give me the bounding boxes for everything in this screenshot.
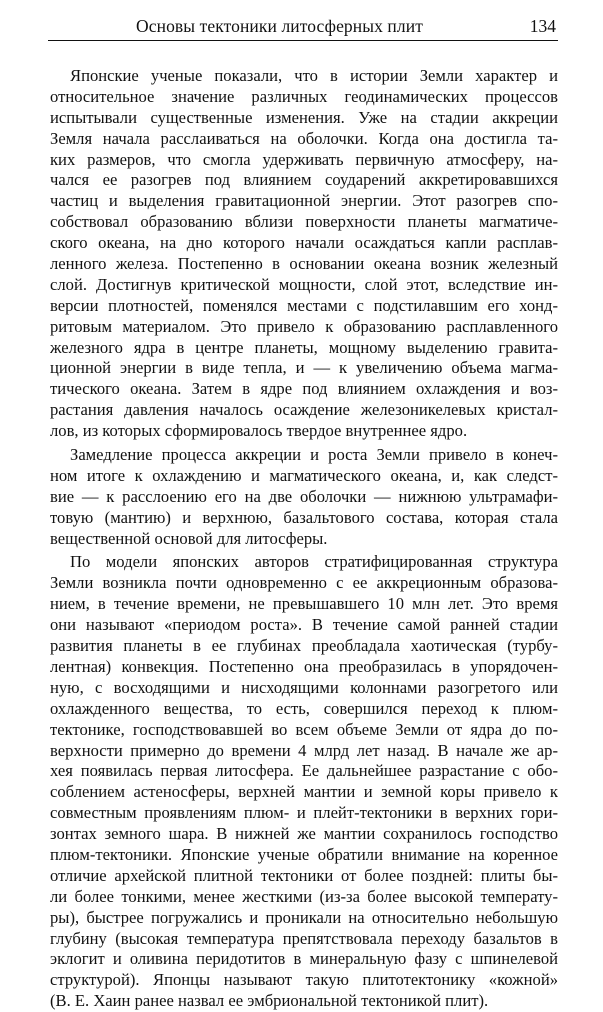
text-line: относительное значение различных геодинамических процессов [50, 86, 558, 106]
text-line: ционной энергии в виде тепла, и — к увеличению объема магма- [50, 358, 558, 378]
text-line: верхности примерно до времени 4 млрд лет назад. В начале же ар- [50, 740, 558, 760]
text-line: структурой). Японцы называют такую плитотектонику «кожной» [50, 970, 558, 990]
text-line: Замедление процесса аккреции и роста Земли привело в конеч- [70, 445, 558, 465]
text-line: они называют «периодом роста». В течение самой ранней стадии [50, 615, 558, 635]
text-line: тектонике, господствовавшей во всем объеме Земли от ядра до по- [50, 719, 558, 739]
text-line: глубину (высокая температура препятствовала переходу базальтов в [50, 928, 558, 948]
text-line: ную, с восходящими и нисходящими колоннами разогретого или [50, 677, 558, 697]
text-line: ленного железа. Постепенно в основании океана возник железный [50, 254, 558, 274]
text-line: собствовал образованию вблизи поверхности планеты магматиче- [50, 212, 558, 232]
text-line: Земли возникла почти одновременно с ее аккреционным образова- [50, 573, 558, 593]
text-line: соблением астеносферы, верхней мантии и земной коры привело к [50, 782, 558, 802]
text-line: охлажденного вещества, то есть, совершился переход к плюм- [50, 698, 558, 718]
text-line: Земля начала расслаиваться на оболочки. Когда она достигла та- [50, 128, 558, 148]
text-line: ры), быстрее погружались и проникали на относительно небольшую [50, 907, 558, 927]
paragraph [50, 66, 558, 442]
text-line: версии плотностей, поменялся местами с подстилавшим его хонд- [50, 295, 558, 315]
text-line: частиц и выделения гравитационной энергии. Этот разогрев спо- [50, 191, 558, 211]
text-line: растания давления началось осаждение железоникелевых кристал- [50, 400, 558, 420]
running-header [48, 14, 558, 41]
text-line: Японские ученые показали, что в истории Земли характер и [70, 66, 558, 85]
body-text [50, 66, 558, 1012]
text-line: тического океана. Затем в ядре под влиянием охлаждения и воз- [50, 379, 558, 399]
text-line: лов, из которых сформировалось твердое внутреннее ядро. [50, 421, 468, 441]
header-title: Основы тектоники литосферных плит [136, 16, 423, 36]
text-line: слой. Достигнув критической мощности, слой этот, вследствие ин- [50, 274, 558, 294]
text-line: плюм-тектоники. Японские ученые обратили внимание на коренное [50, 844, 558, 864]
text-line: (В. Е. Хаин ранее назвал ее эмбриональной тектоникой плит). [50, 991, 489, 1011]
text-line: нием, в течение времени, не превышавшего 10 млн лет. Это время [50, 594, 558, 614]
text-line: испытывали существенные изменения. Уже на стадии аккреции [50, 107, 558, 127]
text-line: товую (мантию) и верхнюю, базальтового состава, которая стала [50, 507, 558, 527]
text-line: ли более тонкими, менее жесткими (из-за более высокой температу- [50, 886, 558, 906]
text-line: ном итоге к охлаждению и магматического океана, и, как следст- [50, 465, 558, 485]
paragraph [50, 445, 558, 549]
text-line: зонтах земного шара. В нижней же мантии сохранилось господство [50, 824, 558, 844]
text-line: отличие архейской плитной тектоники от более поздней: плиты бы- [50, 865, 558, 885]
text-line: вие — к расслоению его на две оболочки — нижнюю ультрамафи- [50, 486, 558, 506]
text-line: По модели японских авторов стратифицированная структура [70, 552, 558, 572]
text-line: ритовым материалом. Это привело к образованию расплавленного [50, 316, 558, 336]
text-line: хея появилась первая литосфера. Ее дальнейшее разрастание с обо- [50, 761, 558, 781]
page-number: 134 [529, 16, 556, 36]
text-line: совместным проявлениям плюм- и плейт-тектоники в верхних гори- [50, 803, 558, 823]
paragraph [50, 552, 558, 1012]
text-line: ких размеров, что смогла удерживать первичную атмосферу, на- [50, 149, 558, 169]
text-line: лентная) конвекция. Постепенно она преобразилась в упорядочен- [50, 656, 558, 676]
text-line: железного ядра в центре планеты, мощному выделению гравита- [50, 337, 558, 357]
text-line: ского океана, на дно которого начали осаждаться капли расплав- [50, 233, 558, 253]
text-line: вещественной основой для литосферы. [50, 528, 328, 548]
text-line: развития планеты в ее глубинах преобладала хаотическая (турбу- [50, 636, 558, 656]
text-line: эклогит и оливина перидотитов в минеральную фазу с шпинелевой [50, 949, 558, 969]
text-line: чался ее разогрев под влиянием соударений аккретировавшихся [50, 170, 558, 190]
